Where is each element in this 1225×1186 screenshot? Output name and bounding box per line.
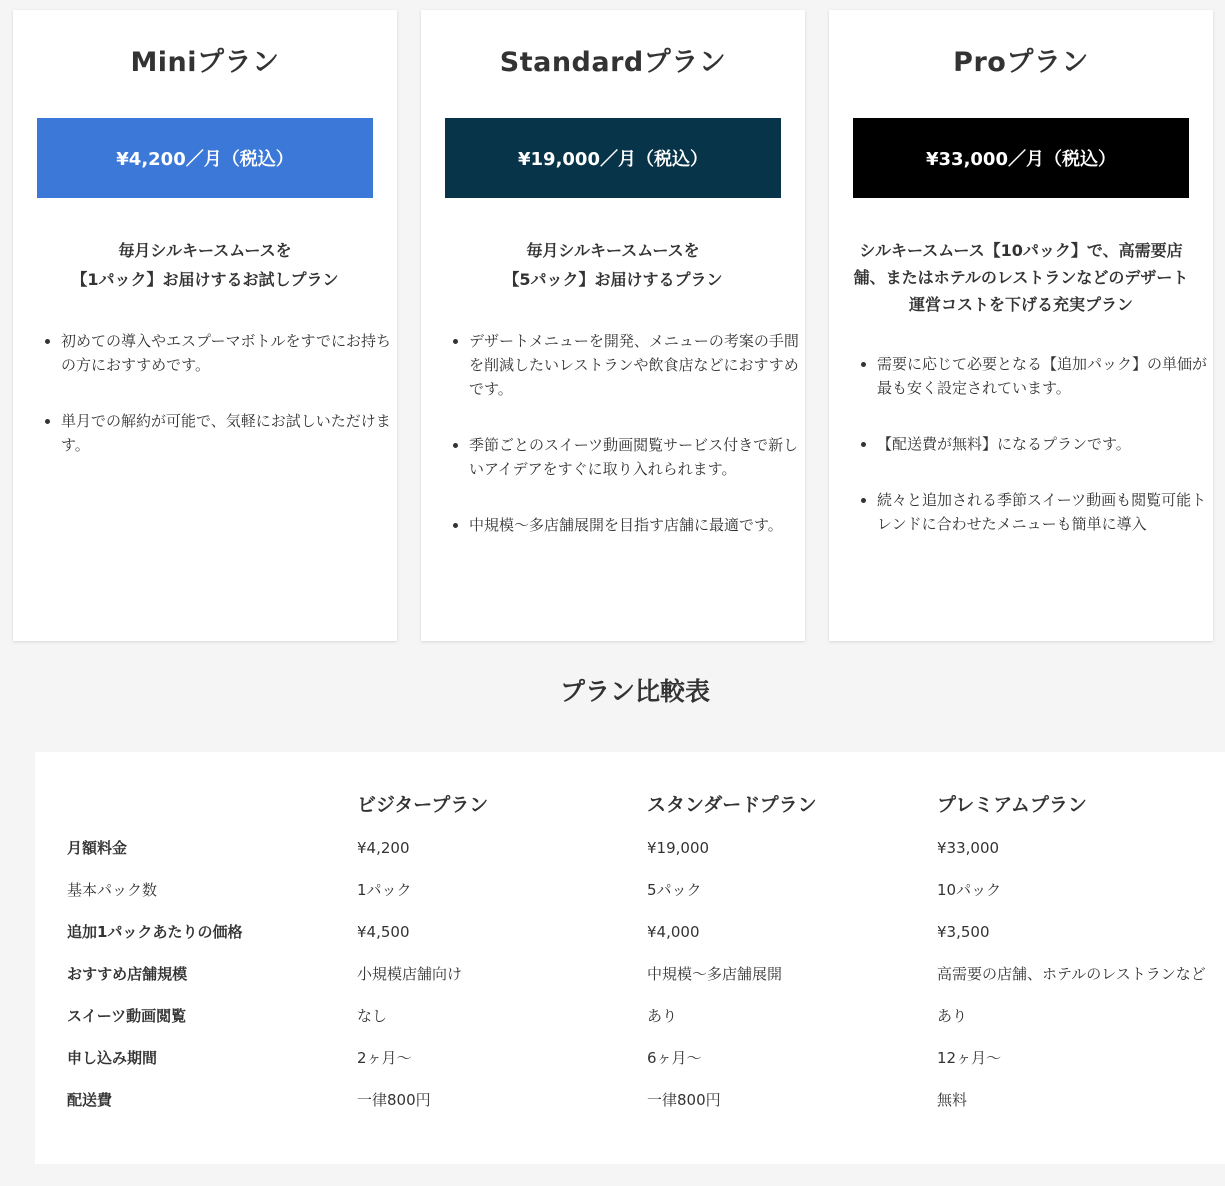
plan-feature-item: • 初めての導入やエスプーマボトルをすでにお持ちの方におすすめです。 [61,329,391,377]
comparison-table [57,774,1217,1122]
table-header-row [57,774,1217,828]
table-row [57,1038,1217,1080]
plan-feature-item: • 需要に応じて必要となる【追加パック】の単価が最も安く設定されています。 [877,352,1207,400]
table-cell: ¥4,200 [357,839,410,857]
table-cell: あり [647,1007,678,1025]
table-cell: 12ヶ月〜 [937,1049,1002,1067]
row-label: 申し込み期間 [67,1049,158,1067]
plan-price: ¥33,000／月（税込） [853,118,1189,198]
plan-lead: 毎月シルキースムースを 【1パック】お届けするお試しプラン [71,241,339,289]
comparison-table-container [35,752,1225,1164]
table-row [57,1080,1217,1122]
row-label: 配送費 [67,1091,113,1109]
table-header-cell: プレミアムプラン [937,793,1087,816]
table-cell: 2ヶ月〜 [357,1049,412,1067]
table-cell: ¥33,000 [937,839,1000,857]
plan-price: ¥4,200／月（税込） [37,118,373,198]
plan-title: Standardプラン [499,47,727,78]
plan-feature-item: • デザートメニューを開発、メニューの考案の手間を削減したいレストランや飲食店などにおすすめです。 [469,329,799,401]
row-label: 基本パック数 [67,881,158,899]
table-cell: ¥4,000 [647,923,700,941]
plan-feature-item: • 【配送費が無料】になるプランです。 [877,432,1207,456]
table-header-cell [57,774,347,828]
plan-feature-item: • 中規模〜多店舗展開を目指す店舗に最適です。 [469,513,799,537]
table-cell: 10パック [937,881,1002,899]
table-cell: 中規模〜多店舗展開 [647,965,783,983]
table-cell: 5パック [647,881,702,899]
plan-feature-item: • 単月での解約が可能で、気軽にお試しいただけます。 [61,409,391,457]
table-row [57,912,1217,954]
plan-title: Proプラン [953,47,1089,78]
plan-feature-list [39,329,391,489]
table-row [57,996,1217,1038]
plan-feature-item: • 続々と追加される季節スイーツ動画も閲覧可能トレンドに合わせたメニューも簡単に導入 [877,488,1207,536]
plan-lead: 毎月シルキースムースを 【5パック】お届けするプラン [503,241,723,289]
table-header-cell: ビジタープラン [357,793,489,816]
table-cell: 小規模店舗向け [357,965,463,983]
table-cell: 高需要の店舗、ホテルのレストランなど [937,965,1206,983]
table-row [57,828,1217,870]
table-row [57,954,1217,996]
table-cell: ¥19,000 [647,839,710,857]
plan-price: ¥19,000／月（税込） [445,118,781,198]
comparison-title: プラン比較表 [559,677,710,706]
table-cell: あり [937,1007,968,1025]
table-cell: 無料 [937,1091,968,1109]
plan-card-mini [13,10,397,641]
table-cell: 1パック [357,881,412,899]
plan-lead: シルキースムース【10パック】で、高需要店舗、またはホテルのレストランなどのデザート運営コストを下げる充実プラン [853,241,1189,314]
table-header-cell: スタンダードプラン [647,793,817,816]
plan-card-standard [421,10,805,641]
plan-feature-item: • 季節ごとのスイーツ動画閲覧サービス付きで新しいアイデアをすぐに取り入れられます。 [469,433,799,481]
table-row [57,870,1217,912]
row-label: スイーツ動画閲覧 [67,1007,187,1025]
row-label: 月額料金 [67,839,128,857]
table-cell: ¥4,500 [357,923,410,941]
plan-feature-list [855,352,1207,568]
table-cell: なし [357,1007,388,1025]
plan-card-pro [829,10,1213,641]
table-cell: 6ヶ月〜 [647,1049,702,1067]
table-cell: 一律800円 [357,1091,431,1109]
plan-feature-list [447,329,799,569]
table-cell: ¥3,500 [937,923,990,941]
row-label: おすすめ店舗規模 [67,965,188,983]
plan-title: Miniプラン [130,47,280,78]
row-label: 追加1パックあたりの価格 [67,923,243,941]
table-cell: 一律800円 [647,1091,721,1109]
